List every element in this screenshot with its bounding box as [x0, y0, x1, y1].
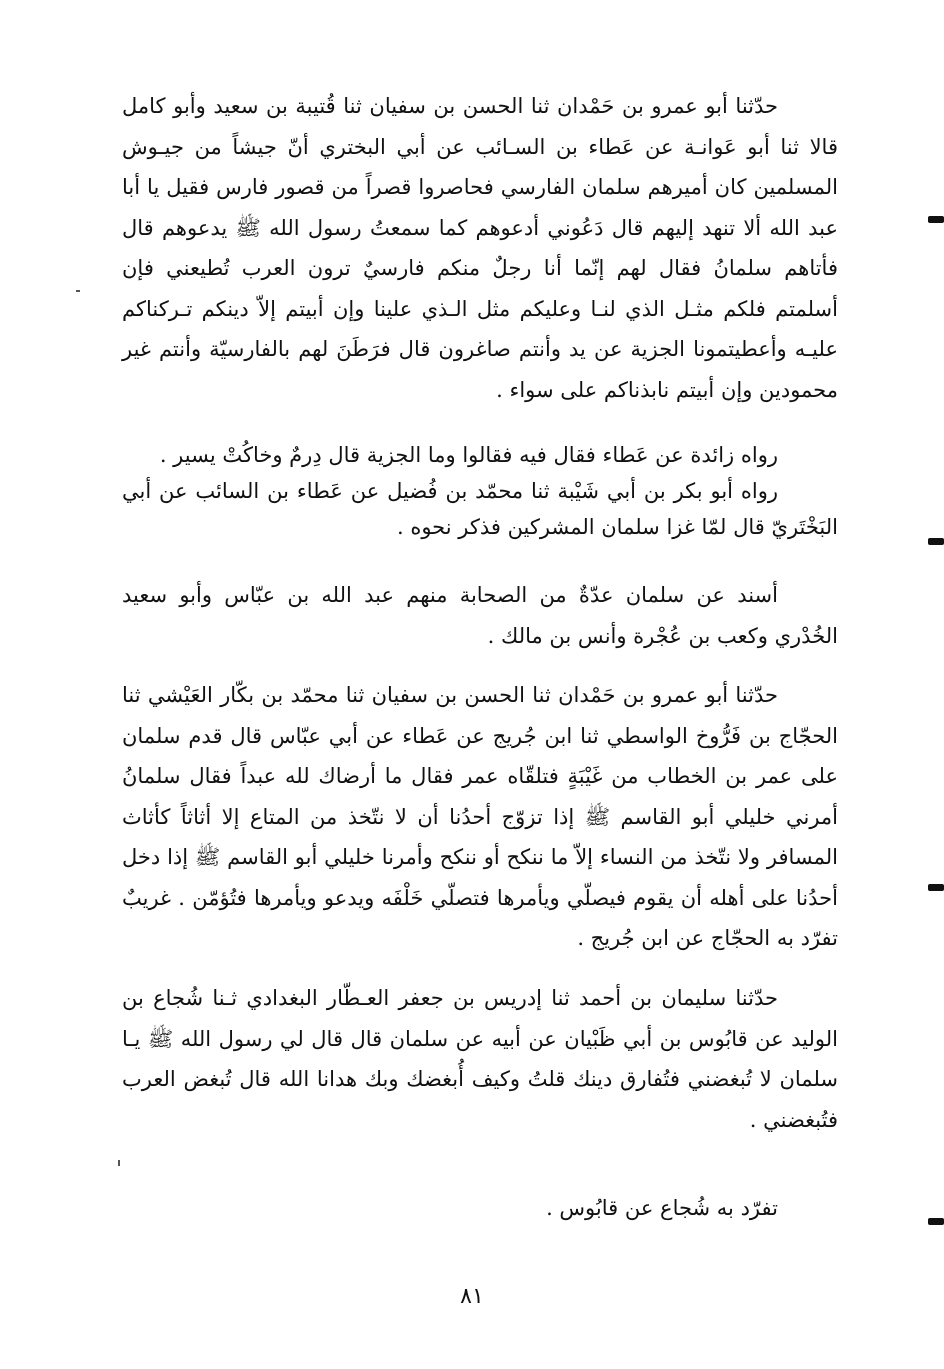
paragraph-text: رواه زائدة عن عَطاء فقال فيه فقالوا وما الجزية قال دِرمٌ وخاكُتْ يسير .	[159, 443, 778, 467]
paragraph-text: حدّثنا أبو عمرو بن حَمْدان ثنا الحسن بن سفيان ثنا محمّد بن بكّار العَيْشي ثنا الحجّاج بن فَرُّوخ الواسطي ثنا ابن جُريج عن عَطاء عن أبي عبّاس قال قدم سلمان على عمر بن الخطاب من غَيْبَةٍ فتلقّاه عمر فقال ما أرضاك لله عبداً فقال سلمانُ أمرني خليلي أبو القاسم ﷺ إذا تزوّج أحدُنا أن لا نتّخذ من المتاع إلا أثاثاً كأثاث المسافر ولا نتّخذ من النساء إلاّ ما ننكح أو ننكح وأمرنا خليلي أبو القاسم ﷺ إذا دخل أحدُنا على أهله أن يقوم فيصلّي ويأمرها فتصلّي خَلْفَه ويدعو ويأمرها فتُؤمّن . غريبٌ تفرّد به الحجّاج عن ابن جُريج .	[122, 683, 838, 950]
paragraph-note	[122, 1188, 838, 1229]
paragraph-text: رواه أبو بكر بن أبي شَيْبة ثنا محمّد بن فُضيل عن عَطاء بن السائب عن أبي البَخْتَريّ قال لمّا غزا سلمان المشركين فذكر نحوه .	[122, 479, 838, 539]
scan-speck	[118, 1160, 120, 1166]
page-number: ٨١	[460, 1284, 484, 1309]
paragraph-text: حدّثنا سليمان بن أحمد ثنا إدريس بن جعفر العـطّار البغدادي ثـنا شُجاع بن الوليد عن قابُوس بن أبي ظَبْيان عن أبيه عن سلمان قال قال لي رسول الله ﷺ يـا سلمان لا تُبغضني فتُفارق دينك قلتُ وكيف أُبغضك وبك هدانا الله قال تُبغض العرب فتُبغضني .	[122, 986, 838, 1132]
paragraph-narrations	[122, 437, 838, 545]
paragraph-hadith-3	[122, 978, 838, 1140]
paragraph-companions	[122, 575, 838, 656]
paragraph-text: حدّثنا أبو عمرو بن حَمْدان ثنا الحسن بن سفيان ثنا قُتيبة بن سعيد وأبو كامل قالا ثنا أبو عَوانـة عن عَطاء بن السـائب عن أبي البختري أنّ جيشاً من جيـوش المسلمين كان أميرهم سلمان الفارسي فحاصروا قصراً من قصور فارس فقيل يا أبا عبد الله ألا تنهد إليهم قال دَعُوني أدعوهم كما سمعتُ رسول الله ﷺ يدعوهم قال فأتاهم سلمانُ فقال لهم إنّما أنا رجلٌ منكم فارسيٌ ترون العرب تُطيعني فإن أسلمتم فلكم مثـل الذي لنـا وعليكم مثل الـذي علينا وإن أبيتم إلاّ دينكم تـركناكم عليـه وأعطيتمونا الجزية عن يد وأنتم صاغرون قال فرَطَنَ لهم بالفارسيّة وأنتم غير محمودين وإن أبيتم نابذناكم على سواء .	[122, 94, 838, 402]
margin-mark	[928, 884, 944, 891]
margin-mark	[928, 1218, 944, 1225]
scan-speck	[76, 290, 80, 292]
margin-mark	[928, 216, 944, 223]
paragraph-text: أسند عن سلمان عدّةٌ من الصحابة منهم عبد الله بن عبّاس وأبو سعيد الخُدْري وكعب بن عُجْرة وأنس بن مالك .	[122, 583, 838, 648]
margin-mark	[928, 538, 944, 545]
paragraph-hadith-1	[122, 86, 838, 410]
paragraph-text: تفرّد به شُجاع عن قابُوس .	[546, 1196, 778, 1220]
paragraph-hadith-2	[122, 675, 838, 959]
